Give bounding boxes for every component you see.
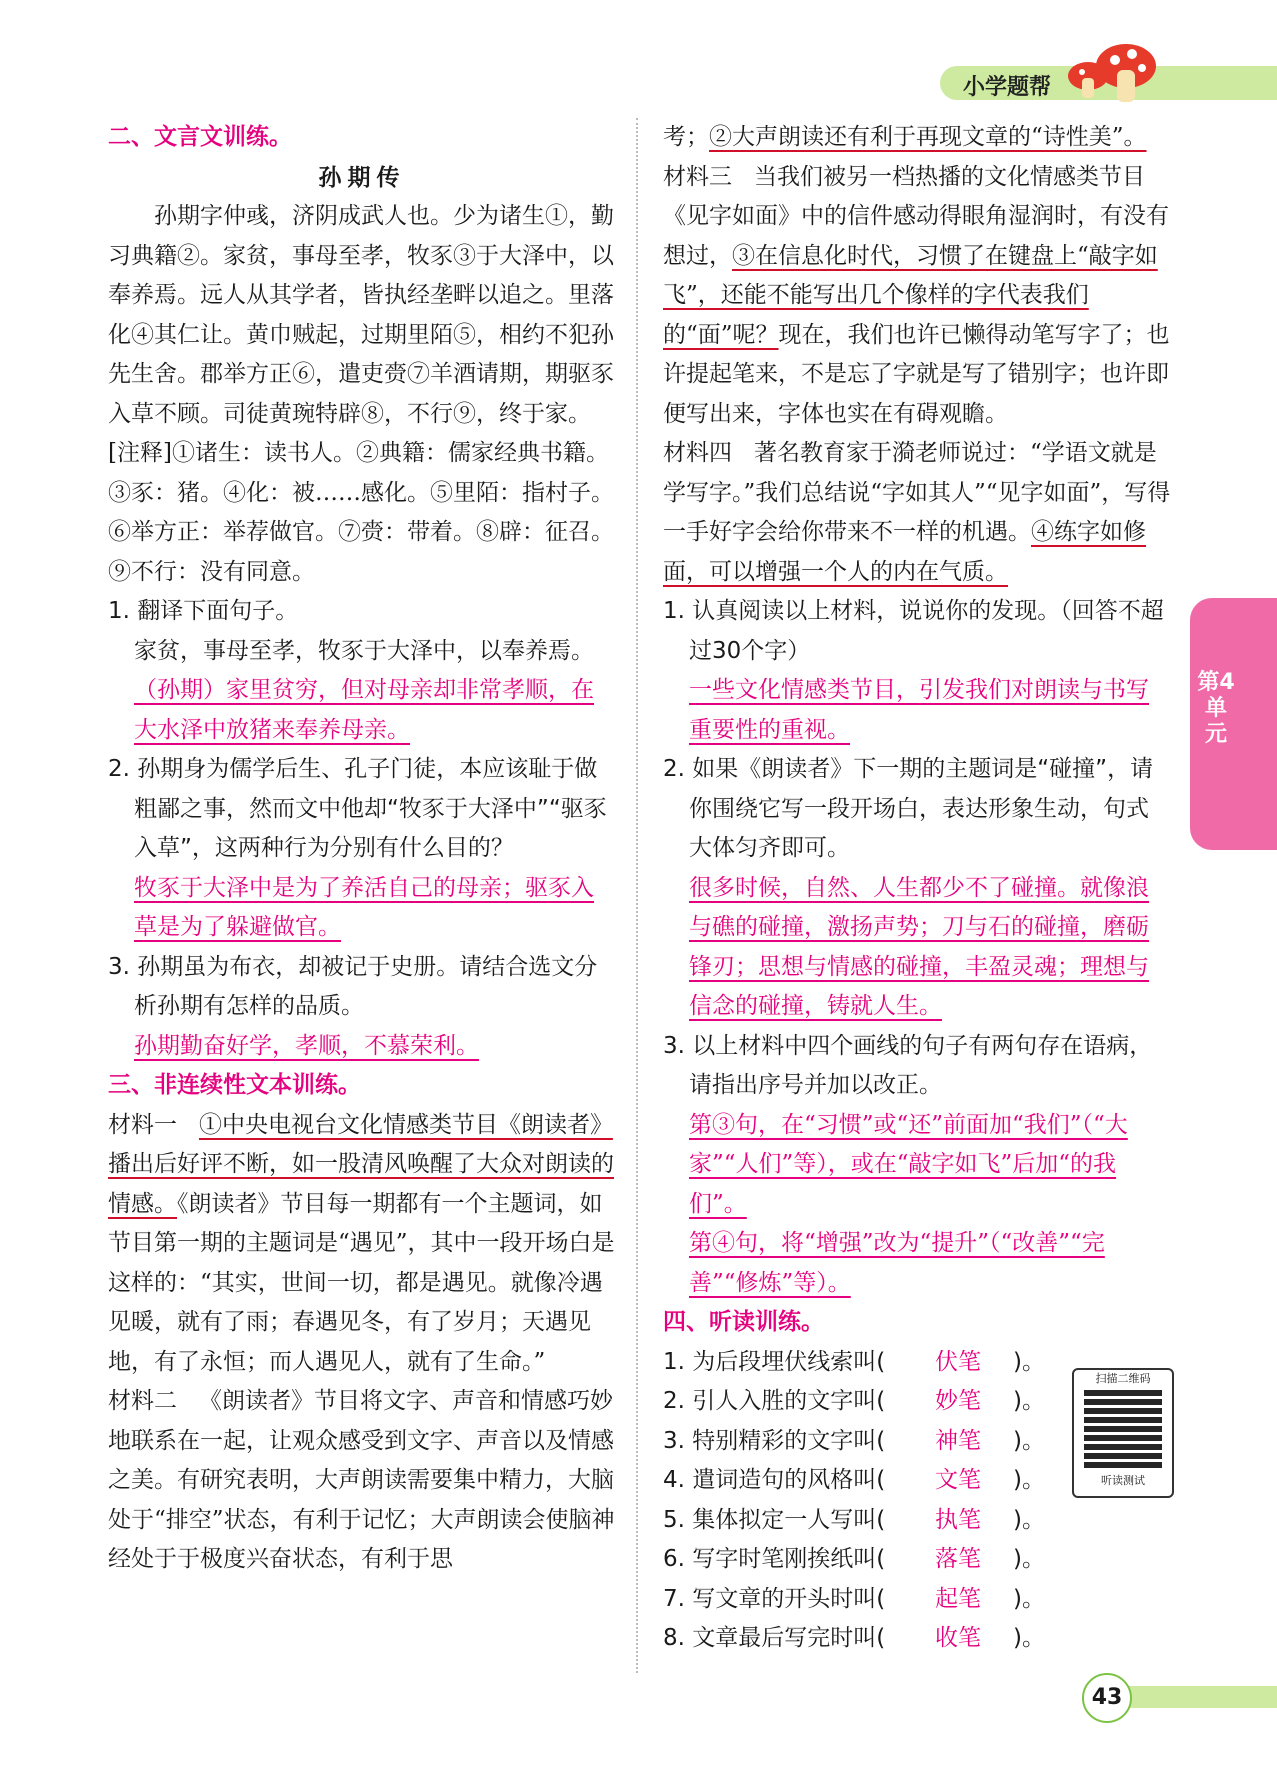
fill-row: [663, 1501, 1171, 1541]
material-text: 《朗读者》节目每一期都有一个主题词，如节目第一期的主题词是“遇见”，其中一段开场白是这样的：“其实，世间一切，都是遇见。就像冷遇见暖，就有了雨；春遇见冬，有了岁月；天遇见地，有了永恒；而人遇见人，就有了生命。”: [108, 1190, 615, 1375]
fill-label: 4. 遣词造句的风格叫(: [663, 1467, 886, 1493]
material-label: 材料二: [108, 1388, 177, 1414]
fill-label: 1. 为后段埋伏线索叫(: [663, 1348, 886, 1375]
fill-label: 2. 引人入胜的文字叫(: [663, 1388, 886, 1414]
qr-caption-top: 扫描二维码: [1095, 1372, 1151, 1385]
fill-end: )。: [1013, 1467, 1045, 1493]
section-title: 四、听读训练。: [663, 1309, 824, 1335]
fill-answer: 神笔: [935, 1427, 981, 1454]
material-label: 材料三: [663, 163, 732, 190]
fill-row: [663, 1540, 1171, 1580]
answer: 牧豕于大泽中是为了养活自己的母亲；驱豕入草是为了躲避做官。: [134, 874, 594, 940]
fill-answer: 落笔: [935, 1546, 981, 1572]
question: 3. 以上材料中四个画线的句子有两句存在语病，请指出序号并加以改正。: [663, 1032, 1153, 1098]
left-column: [108, 118, 616, 1580]
column-divider: [636, 118, 638, 1673]
answer: （孙期）家里贫穷，但对母亲却非常孝顺，在大水泽中放猪来奉养母亲。: [134, 677, 594, 743]
fill-end: )。: [1013, 1388, 1045, 1414]
material-label: 材料四: [663, 440, 732, 466]
fill-label: 8. 文章最后写完时叫(: [663, 1625, 886, 1651]
material-text: 著名教育家于漪老师说过：“学语文就是学写字。”我们总结说“字如其人”“见字如面”，写得一手好字会给你带来不一样的机遇。: [663, 440, 1171, 545]
underlined-sentence: ①中央电视台文化情感类节目《朗读者》播出后好评不断，如一股清风唤醒了大众对朗读的情感。: [108, 1111, 614, 1217]
fill-end: )。: [1013, 1625, 1045, 1651]
answer: 一些文化情感类节目，引发我们对朗读与书写重要性的重视。: [689, 677, 1149, 743]
qr-code[interactable]: [1072, 1368, 1174, 1498]
underlined-sentence: ②大声朗读还有利于再现文章的“诗性美”。: [709, 124, 1147, 150]
question-sentence: 家贫，事母至孝，牧豕于大泽中，以奉养焉。: [134, 637, 594, 664]
material-text: 当我们被另一档热播的文化情感类节目《见字如面》中的信件感动得眼角湿润时，有没有想过，: [663, 163, 1169, 269]
question: 1. 认真阅读以上材料，说说你的发现。（回答不超过30个字）: [663, 598, 1164, 664]
answer: 孙期勤奋好学，孝顺，不慕荣利。: [134, 1032, 479, 1059]
question: 1. 翻译下面句子。: [108, 598, 299, 624]
material-2: [108, 1382, 616, 1580]
material-4: [663, 434, 1171, 592]
answer: 第③句，在“习惯”或“还”前面加“我们”（“大家”“人们”等），或在“敲字如飞”后加“的我们”。: [689, 1111, 1128, 1217]
fill-answer: 起笔: [935, 1585, 981, 1612]
fill-end: )。: [1013, 1585, 1045, 1612]
fill-end: )。: [1013, 1506, 1045, 1533]
unit-tab-label: 第4单元: [1197, 670, 1235, 747]
fill-label: 7. 写文章的开头时叫(: [663, 1585, 886, 1612]
material-label: 材料一: [108, 1111, 177, 1138]
fill-label: 6. 写字时笔刚挨纸叫(: [663, 1546, 886, 1572]
fill-row: [663, 1619, 1171, 1659]
fill-answer: 收笔: [935, 1625, 981, 1651]
fill-answer: 执笔: [935, 1506, 981, 1533]
article-body: 孙期字仲彧，济阴成武人也。少为诸生①，勤习典籍②。家贫，事母至孝，牧豕③于大泽中，以奉养焉。远人从其学者，皆执经垄畔以追之。里落化④其仁让。黄巾贼起，过期里陌⑤，相约不犯孙先生舍。郡举方正⑥，遣吏赍⑦羊酒请期，期驱豕入草不顾。司徒黄琬特辟⑧，不行⑨，终于家。: [108, 203, 614, 427]
brand-label: 小学题帮: [963, 75, 1052, 100]
fill-end: )。: [1013, 1427, 1045, 1454]
notes: [注释]①诸生：读书人。②典籍：儒家经典书籍。③豕：猪。④化：被……感化。⑤里陌：指村子。⑥举方正：举荐做官。⑦赍：带着。⑧辟：征召。⑨不行：没有同意。: [108, 440, 614, 585]
fill-answer: 伏笔: [935, 1348, 981, 1375]
material-2-cont: [663, 118, 1171, 158]
material-1: [108, 1106, 616, 1383]
answer: 第④句，将“增强”改为“提升”（“改善”“完善”“修炼”等）。: [689, 1230, 1105, 1296]
answer: 很多时候，自然、人生都少不了碰撞。就像浪与礁的碰撞，激扬声势；刀与石的碰撞，磨砺锋刃；思想与情感的碰撞，丰盈灵魂；理想与信念的碰撞，铸就人生。: [689, 874, 1149, 1019]
section-title: 三、非连续性文本训练。: [108, 1072, 361, 1098]
mushroom-icon: [1060, 40, 1180, 110]
fill-label: 5. 集体拟定一人写叫(: [663, 1506, 886, 1533]
material-text: 考；: [663, 124, 709, 150]
question: 2. 孙期身为儒学后生、孔子门徒，本应该耻于做粗鄙之事，然而文中他却“牧豕于大泽中”“驱豕入草”，这两种行为分别有什么目的？: [108, 756, 607, 861]
underlined-sentence: ④练字如修面，可以增强一个人的内在气质。: [663, 519, 1146, 585]
qr-pattern-icon: [1084, 1390, 1162, 1468]
material-3: [663, 158, 1171, 435]
section-title: 二、文言文训练。: [108, 124, 292, 150]
material-text: 《朗读者》节目将文字、声音和情感巧妙地联系在一起，让观众感受到文字、声音以及情感之美。有研究表明，大声朗读需要集中精力，大脑处于“排空”状态，有利于记忆；大声朗读会使脑神经处于于极度兴奋状态，有利于思: [108, 1388, 615, 1572]
underlined-sentence: ③在信息化时代，习惯了在键盘上“敲字如飞”，还能不能写出几个像样的字代表我们的“面”呢？: [663, 242, 1158, 348]
page-number: 43: [1082, 1673, 1132, 1723]
fill-row: [663, 1580, 1171, 1620]
fill-label: 3. 特别精彩的文字叫(: [663, 1427, 886, 1454]
question: 2. 如果《朗读者》下一期的主题词是“碰撞”，请你围绕它写一段开场白，表达形象生动，句式大体匀齐即可。: [663, 756, 1154, 861]
qr-caption-bottom: 听读测试: [1101, 1474, 1145, 1487]
material-text: 现在，我们也许已懒得动笔写字了；也许提起笔来，不是忘了字就是写了错别字；也许即便写出来，字体也实在有碍观瞻。: [663, 321, 1170, 427]
article-title: 孙期传: [318, 163, 406, 191]
fill-answer: 文笔: [935, 1467, 981, 1493]
question: 3. 孙期虽为布衣，却被记于史册。请结合选文分析孙期有怎样的品质。: [108, 953, 598, 1019]
fill-end: )。: [1013, 1348, 1045, 1375]
fill-answer: 妙笔: [935, 1388, 981, 1414]
fill-end: )。: [1013, 1546, 1045, 1572]
